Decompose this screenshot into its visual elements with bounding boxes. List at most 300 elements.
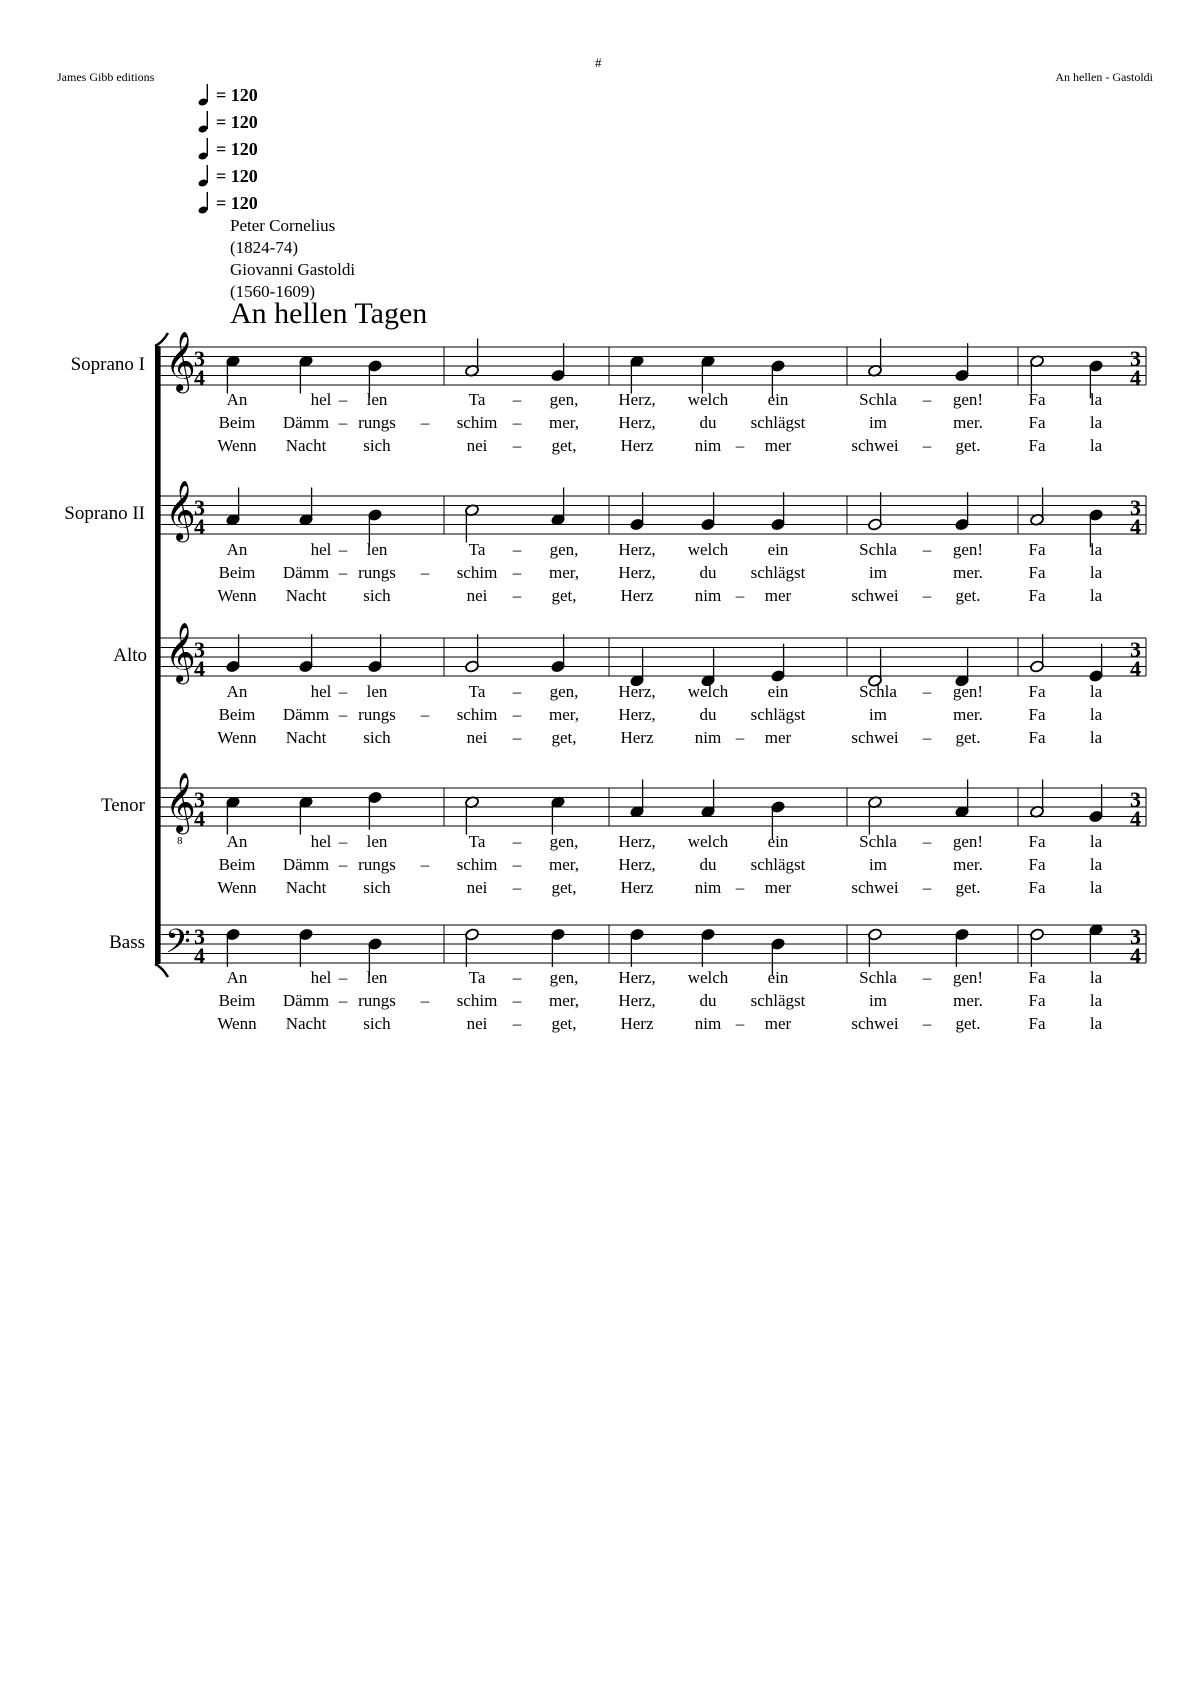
lyric-syllable: la (1089, 705, 1103, 724)
lyric-syllable: Herz, (618, 563, 656, 582)
tempo-mark-text: = 120 (216, 165, 258, 186)
lyric-syllable: Herz (620, 878, 654, 897)
staff-soprano-ii (64, 480, 1146, 605)
lyric-syllable: len (366, 968, 388, 987)
lyric-syllable: gen! (952, 832, 984, 851)
lyric-syllable: Wenn (217, 586, 257, 605)
quarter-note (299, 355, 314, 394)
quarter-note (630, 355, 645, 394)
courtesy-time-signature-top: 3 (1130, 495, 1141, 520)
quarter-note (299, 796, 314, 835)
staff-label: Soprano II (64, 502, 145, 524)
lyric-hyphen: – (922, 540, 932, 559)
lyric-syllable: Fa (1028, 390, 1046, 409)
lyric-syllable: mer. (953, 563, 983, 582)
quarter-note (701, 779, 716, 818)
lyric-syllable: la (1089, 1014, 1103, 1033)
lyric-hyphen: – (512, 682, 522, 701)
half-note (868, 928, 883, 967)
lyric-syllable: la (1089, 436, 1103, 455)
lyric-syllable: welch (687, 540, 729, 559)
lyric-hyphen: – (420, 563, 430, 582)
lyric-syllable: Herz, (618, 413, 656, 432)
lyric-syllable: Dämm (282, 855, 330, 874)
staff-label: Alto (113, 644, 147, 666)
lyric-hyphen: – (922, 728, 932, 747)
lyric-syllable: gen, (549, 390, 579, 409)
lyric-syllable: rungs (358, 413, 396, 432)
lyric-hyphen: – (338, 413, 348, 432)
treble-clef-icon: 𝄞 (165, 624, 196, 682)
lyric-syllable: Schla (859, 390, 897, 409)
quarter-note (226, 487, 241, 526)
lyric-hyphen: – (512, 705, 522, 724)
quarter-note (368, 791, 383, 830)
lyric-hyphen: – (512, 436, 522, 455)
lyric-syllable: nim (694, 728, 722, 747)
lyric-syllable: get, (551, 1014, 577, 1033)
lyric-syllable: Dämm (282, 705, 330, 724)
lyric-syllable: Herz (620, 728, 654, 747)
half-note (465, 504, 480, 543)
lyric-syllable: mer. (953, 991, 983, 1010)
quarter-note (701, 928, 716, 967)
tempo-mark-text: = 120 (216, 84, 258, 105)
lyric-syllable: Wenn (217, 436, 257, 455)
lyric-syllable: Herz, (618, 991, 656, 1010)
quarter-note (701, 355, 716, 394)
lyric-syllable: im (869, 855, 887, 874)
lyric-syllable: sich (363, 878, 391, 897)
lyric-syllable: hel (310, 390, 332, 409)
lyric-syllable: gen, (549, 540, 579, 559)
lyric-syllable: rungs (358, 855, 396, 874)
lyric-syllable: schim (456, 563, 498, 582)
lyric-syllable: gen! (952, 968, 984, 987)
lyric-syllable: mer (764, 728, 792, 747)
lyric-syllable: mer, (549, 855, 579, 874)
quarter-note (368, 634, 383, 673)
credit-poet-dates: (1824-74) (230, 238, 298, 257)
lyric-syllable: Ta (468, 832, 486, 851)
courtesy-time-signature-bottom: 4 (1130, 365, 1141, 390)
lyric-syllable: Fa (1028, 540, 1046, 559)
lyric-syllable: Fa (1028, 968, 1046, 987)
quarter-note (1089, 923, 1104, 962)
lyric-syllable: Nacht (285, 436, 327, 455)
bass-clef-icon: 𝄢 (165, 923, 191, 969)
lyric-syllable: Fa (1028, 832, 1046, 851)
lyric-syllable: mer (764, 878, 792, 897)
lyric-syllable: schlägst (750, 705, 806, 724)
quarter-note (771, 492, 786, 531)
lyric-syllable: mer, (549, 563, 579, 582)
lyric-syllable: Nacht (285, 1014, 327, 1033)
half-note (465, 796, 480, 835)
quarter-note (299, 487, 314, 526)
lyric-hyphen: – (512, 413, 522, 432)
lyric-syllable: nei (466, 728, 488, 747)
half-note (868, 338, 883, 377)
time-signature-bottom: 4 (194, 365, 205, 390)
lyric-syllable: Herz, (618, 705, 656, 724)
lyric-syllable: nei (466, 1014, 488, 1033)
lyric-syllable: la (1089, 540, 1103, 559)
lyric-syllable: gen! (952, 390, 984, 409)
lyric-syllable: gen, (549, 682, 579, 701)
lyric-syllable: du (699, 991, 717, 1010)
lyric-syllable: Fa (1028, 855, 1046, 874)
lyric-hyphen: – (420, 705, 430, 724)
staff-alto (113, 622, 1146, 747)
lyric-syllable: mer. (953, 705, 983, 724)
quarter-note (630, 779, 645, 818)
lyric-syllable: nim (694, 1014, 722, 1033)
lyric-syllable: ein (767, 682, 789, 701)
quarter-note (955, 343, 970, 382)
lyric-syllable: get. (955, 1014, 981, 1033)
treble-clef-icon: 𝄞 (165, 482, 196, 540)
lyric-hyphen: – (922, 682, 932, 701)
lyric-hyphen: – (735, 436, 745, 455)
lyric-syllable: welch (687, 832, 729, 851)
lyric-syllable: hel (310, 832, 332, 851)
lyric-hyphen: – (922, 968, 932, 987)
courtesy-time-signature-bottom: 4 (1130, 806, 1141, 831)
lyric-syllable: get. (955, 436, 981, 455)
octave-mark: 8 (177, 835, 183, 848)
lyric-syllable: Ta (468, 540, 486, 559)
credit-composer-dates: (1560-1609) (230, 282, 315, 301)
quarter-note (771, 644, 786, 683)
lyric-syllable: len (366, 682, 388, 701)
lyric-syllable: schwei (851, 586, 899, 605)
lyric-syllable: Schla (859, 832, 897, 851)
lyric-syllable: sich (363, 586, 391, 605)
lyric-hyphen: – (512, 832, 522, 851)
quarter-note (955, 779, 970, 818)
lyric-hyphen: – (512, 728, 522, 747)
lyric-syllable: mer (764, 436, 792, 455)
lyric-syllable: mer (764, 1014, 792, 1033)
time-signature-bottom: 4 (194, 656, 205, 681)
lyric-syllable: du (699, 563, 717, 582)
tempo-mark-text: = 120 (216, 138, 258, 159)
lyric-hyphen: – (922, 878, 932, 897)
half-note (1030, 634, 1045, 673)
lyric-syllable: Herz (620, 586, 654, 605)
lyric-syllable: schim (456, 705, 498, 724)
lyric-syllable: Fa (1028, 728, 1046, 747)
lyric-syllable: nim (694, 586, 722, 605)
lyric-syllable: welch (687, 682, 729, 701)
lyric-syllable: la (1089, 991, 1103, 1010)
lyric-syllable: Fa (1028, 586, 1046, 605)
lyric-syllable: Dämm (282, 563, 330, 582)
staff-tenor (101, 772, 1146, 897)
quarter-note (551, 343, 566, 382)
lyric-syllable: la (1089, 563, 1103, 582)
quarter-note (551, 928, 566, 967)
lyric-syllable: get, (551, 436, 577, 455)
lyric-syllable: Ta (468, 968, 486, 987)
lyric-hyphen: – (512, 586, 522, 605)
courtesy-time-signature-bottom: 4 (1130, 656, 1141, 681)
lyric-syllable: Ta (468, 390, 486, 409)
lyric-hyphen: – (922, 1014, 932, 1033)
time-signature-bottom: 4 (194, 943, 205, 968)
lyric-hyphen: – (735, 878, 745, 897)
quarter-note (226, 796, 241, 835)
lyric-syllable: Nacht (285, 878, 327, 897)
lyric-syllable: nei (466, 878, 488, 897)
lyric-syllable: get. (955, 728, 981, 747)
lyric-syllable: mer, (549, 413, 579, 432)
lyric-hyphen: – (420, 991, 430, 1010)
lyric-hyphen: – (922, 436, 932, 455)
lyric-syllable: Fa (1028, 705, 1046, 724)
lyric-syllable: Dämm (282, 413, 330, 432)
half-note (1030, 928, 1045, 967)
header-page-number: # (595, 55, 602, 70)
lyric-syllable: rungs (358, 705, 396, 724)
half-note (1030, 487, 1045, 526)
lyric-hyphen: – (735, 1014, 745, 1033)
lyric-hyphen: – (338, 991, 348, 1010)
time-signature-top: 3 (194, 495, 205, 520)
lyric-syllable: sich (363, 1014, 391, 1033)
credit-composer: Giovanni Gastoldi (230, 260, 356, 279)
lyric-syllable: Herz, (618, 968, 656, 987)
lyric-syllable: du (699, 413, 717, 432)
lyric-hyphen: – (512, 968, 522, 987)
lyric-syllable: mer. (953, 855, 983, 874)
time-signature-top: 3 (194, 787, 205, 812)
lyric-hyphen: – (922, 832, 932, 851)
lyric-hyphen: – (338, 390, 348, 409)
lyric-syllable: hel (310, 682, 332, 701)
score-title: An hellen Tagen (230, 297, 428, 330)
lyric-hyphen: – (420, 855, 430, 874)
lyric-syllable: sich (363, 728, 391, 747)
lyric-syllable: la (1089, 413, 1103, 432)
courtesy-time-signature-top: 3 (1130, 787, 1141, 812)
half-note (465, 338, 480, 377)
lyric-syllable: len (366, 540, 388, 559)
half-note (1030, 779, 1045, 818)
header-piece-title: An hellen - Gastoldi (1055, 70, 1153, 84)
lyric-hyphen: – (512, 1014, 522, 1033)
lyric-syllable: schwei (851, 436, 899, 455)
time-signature-top: 3 (194, 637, 205, 662)
quarter-note (299, 634, 314, 673)
lyric-syllable: schlägst (750, 855, 806, 874)
courtesy-time-signature-bottom: 4 (1130, 943, 1141, 968)
lyric-syllable: im (869, 563, 887, 582)
time-signature-bottom: 4 (194, 806, 205, 831)
lyric-syllable: schim (456, 413, 498, 432)
staff-label: Tenor (100, 794, 145, 816)
lyric-hyphen: – (338, 832, 348, 851)
lyric-syllable: ein (767, 390, 789, 409)
staff-label: Soprano I (70, 353, 145, 375)
lyric-syllable: Herz (620, 1014, 654, 1033)
time-signature-top: 3 (194, 346, 205, 371)
system-bracket (155, 346, 160, 964)
lyric-syllable: schwei (851, 1014, 899, 1033)
lyric-syllable: Herz, (618, 540, 656, 559)
lyric-hyphen: – (512, 878, 522, 897)
lyric-syllable: du (699, 855, 717, 874)
lyric-hyphen: – (512, 540, 522, 559)
half-note (1030, 355, 1045, 394)
lyric-syllable: schwei (851, 878, 899, 897)
lyric-syllable: ein (767, 832, 789, 851)
lyric-syllable: Beim (218, 413, 256, 432)
lyric-syllable: Fa (1028, 413, 1046, 432)
courtesy-time-signature-bottom: 4 (1130, 514, 1141, 539)
lyric-hyphen: – (512, 390, 522, 409)
quarter-note (226, 355, 241, 394)
quarter-note (701, 492, 716, 531)
lyric-syllable: rungs (358, 991, 396, 1010)
lyric-syllable: Nacht (285, 728, 327, 747)
lyric-syllable: An (226, 832, 248, 851)
lyric-syllable: get. (955, 878, 981, 897)
tempo-mark-text: = 120 (216, 111, 258, 132)
lyric-syllable: len (366, 832, 388, 851)
lyric-syllable: nei (466, 586, 488, 605)
lyric-hyphen: – (420, 413, 430, 432)
lyric-syllable: ein (767, 968, 789, 987)
lyric-syllable: Fa (1028, 1014, 1046, 1033)
courtesy-time-signature-top: 3 (1130, 346, 1141, 371)
lyric-syllable: len (366, 390, 388, 409)
quarter-note (226, 928, 241, 967)
lyric-syllable: get, (551, 728, 577, 747)
lyric-syllable: schlägst (750, 563, 806, 582)
staff-soprano-i (71, 331, 1146, 455)
lyric-syllable: schlägst (750, 991, 806, 1010)
lyric-syllable: get, (551, 878, 577, 897)
lyric-hyphen: – (735, 586, 745, 605)
lyric-syllable: la (1089, 855, 1103, 874)
lyric-syllable: sich (363, 436, 391, 455)
lyric-syllable: la (1089, 728, 1103, 747)
lyric-syllable: la (1089, 968, 1103, 987)
lyric-hyphen: – (512, 991, 522, 1010)
time-signature-top: 3 (194, 924, 205, 949)
lyric-syllable: gen, (549, 968, 579, 987)
lyric-syllable: gen! (952, 540, 984, 559)
lyric-hyphen: – (338, 968, 348, 987)
lyric-syllable: schwei (851, 728, 899, 747)
quarter-note (551, 487, 566, 526)
lyric-syllable: Beim (218, 705, 256, 724)
lyric-syllable: Fa (1028, 436, 1046, 455)
quarter-note (1089, 784, 1104, 823)
lyric-syllable: get, (551, 586, 577, 605)
lyric-hyphen: – (735, 728, 745, 747)
lyric-syllable: ein (767, 540, 789, 559)
quarter-note (299, 928, 314, 967)
quarter-note (630, 928, 645, 967)
lyric-syllable: An (226, 540, 248, 559)
quarter-note (955, 492, 970, 531)
lyric-hyphen: – (922, 586, 932, 605)
half-note (868, 492, 883, 531)
quarter-note (551, 796, 566, 835)
lyric-syllable: du (699, 705, 717, 724)
lyric-syllable: welch (687, 390, 729, 409)
lyric-syllable: Fa (1028, 878, 1046, 897)
lyric-syllable: la (1089, 586, 1103, 605)
quarter-note (630, 492, 645, 531)
lyric-syllable: Fa (1028, 563, 1046, 582)
lyric-syllable: im (869, 413, 887, 432)
lyric-syllable: get. (955, 586, 981, 605)
lyric-syllable: Wenn (217, 728, 257, 747)
quarter-note (1089, 644, 1104, 683)
lyric-syllable: nei (466, 436, 488, 455)
lyric-hyphen: – (338, 563, 348, 582)
treble-clef-icon: 𝄞 (165, 333, 196, 391)
lyric-syllable: mer (764, 586, 792, 605)
treble-clef-icon: 𝄞 (165, 774, 196, 832)
lyric-syllable: An (226, 968, 248, 987)
time-signature-bottom: 4 (194, 514, 205, 539)
lyric-syllable: schlägst (750, 413, 806, 432)
lyric-syllable: Schla (859, 540, 897, 559)
lyric-syllable: Beim (218, 855, 256, 874)
lyric-syllable: hel (310, 968, 332, 987)
lyric-syllable: im (869, 705, 887, 724)
lyric-syllable: nim (694, 878, 722, 897)
lyric-syllable: Schla (859, 968, 897, 987)
lyric-syllable: Herz, (618, 390, 656, 409)
lyric-syllable: Beim (218, 991, 256, 1010)
lyric-syllable: la (1089, 682, 1103, 701)
lyric-hyphen: – (338, 682, 348, 701)
lyric-hyphen: – (338, 855, 348, 874)
lyric-syllable: Wenn (217, 1014, 257, 1033)
lyric-syllable: Ta (468, 682, 486, 701)
lyric-syllable: la (1089, 878, 1103, 897)
half-note (868, 796, 883, 835)
lyric-syllable: rungs (358, 563, 396, 582)
half-note (465, 928, 480, 967)
lyric-hyphen: – (922, 390, 932, 409)
lyric-syllable: Wenn (217, 878, 257, 897)
lyric-syllable: mer, (549, 991, 579, 1010)
lyric-syllable: im (869, 991, 887, 1010)
quarter-note (226, 634, 241, 673)
lyric-hyphen: – (512, 855, 522, 874)
lyric-syllable: mer, (549, 705, 579, 724)
courtesy-time-signature-top: 3 (1130, 924, 1141, 949)
lyric-syllable: Fa (1028, 682, 1046, 701)
lyric-syllable: Dämm (282, 991, 330, 1010)
lyric-syllable: Beim (218, 563, 256, 582)
courtesy-time-signature-top: 3 (1130, 637, 1141, 662)
lyric-syllable: nim (694, 436, 722, 455)
lyric-syllable: schim (456, 855, 498, 874)
staff-bass (109, 923, 1146, 1033)
header-publisher: James Gibb editions (57, 70, 155, 84)
lyric-syllable: schim (456, 991, 498, 1010)
lyric-syllable: la (1089, 390, 1103, 409)
lyric-syllable: An (226, 682, 248, 701)
